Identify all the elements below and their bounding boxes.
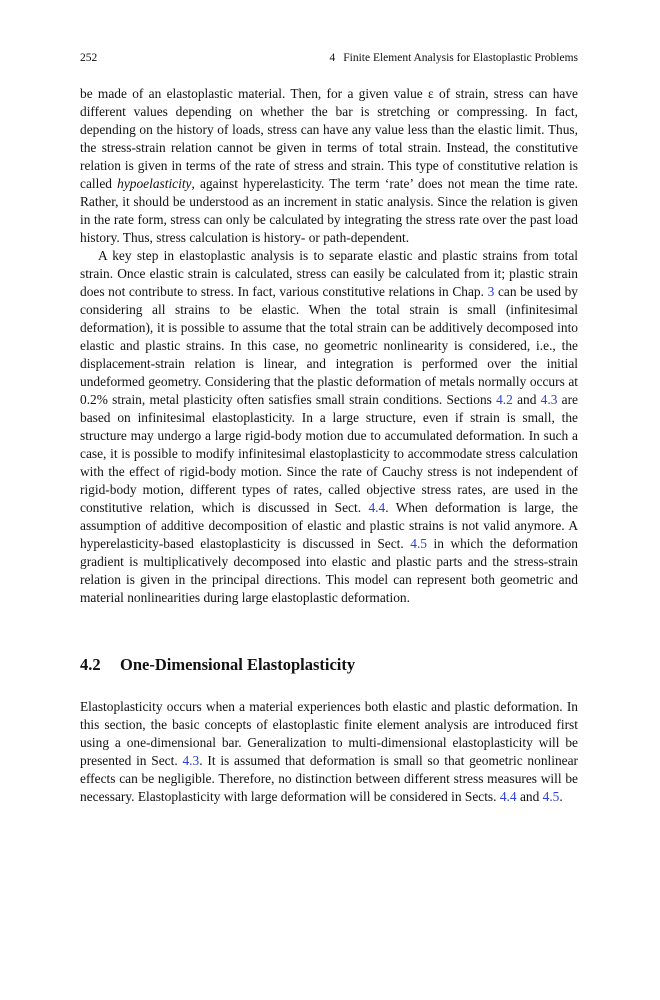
emphasis-hypoelasticity: hypoelasticity — [117, 176, 192, 191]
text-run: Elastoplasticity occurs when a material experiences both elastic and plastic deformation. In this section, the basic concepts of elastoplastic finite element analysis are introduced first using a one-dimensional bar. Generalization to multi-dimensional elastoplasticity will be presented in Sect. — [80, 699, 578, 768]
page-number: 252 — [80, 52, 98, 64]
section-4-5-link[interactable]: 4.5 — [542, 789, 560, 804]
text-run: can be used by considering all strains to be elastic. When the total strain is small (infinitesimal deformation), it is possible to assume that the total strain can be additively decomposed into elastic and plastic strains. In this case, no geometric nonlinearity is considered, i.e., the displacement-strain relation is linear, and integration is performed over the initial undeformed geometry. Considering that the plastic deformation of metals normally occurs at 0.2% strain, metal plasticity often satisfies small strain conditions. Sections — [80, 284, 578, 407]
text-run: and — [512, 392, 541, 407]
text-run: . When deformation is large, the assumption of additive decomposition of elastic and plastic strains is not valid anymore. A hyperelasticity-based elastoplasticity is discussed in Sect. — [80, 500, 578, 551]
chapter-title: Finite Element Analysis for Elastoplastic Problems — [343, 52, 578, 64]
chapter-3-link[interactable]: 3 — [487, 284, 495, 299]
section-heading — [80, 655, 578, 675]
chapter-running-title — [329, 50, 578, 66]
running-header — [80, 50, 578, 66]
text-run: A key step in elastoplastic analysis is to separate elastic and plastic strains from total strain. Once elastic strain is calculated, stress can easily be calculated from it; plastic strain does not contribute to stress. In fact, various constitutive relations in Chap. — [80, 248, 578, 299]
section-title: One-Dimensional Elastoplasticity — [120, 655, 356, 674]
text-run: , against hyperelasticity. The term ‘rate’ does not mean the time rate. Rather, it should be understood as an increment in static analysis. Since the relation is given in the rate form, stress can only be calculated by integrating the stress rate over the past load history. Thus, stress calculation is history- or path-dependent. — [80, 176, 578, 245]
chapter-number: 4 — [329, 52, 336, 64]
paragraph-2 — [80, 247, 578, 607]
book-page — [80, 50, 578, 806]
paragraph-1 — [80, 85, 578, 247]
paragraph-3 — [80, 698, 578, 806]
text-run: in which the deformation gradient is multiplicatively decomposed into elastic and plastic parts and the stress-strain relation is given in the principal directions. This model can represent both geometric and material nonlinearities during large elastoplastic deformation. — [80, 536, 578, 605]
section-4-4-link[interactable]: 4.4 — [499, 789, 517, 804]
section-4-3-link[interactable]: 4.3 — [182, 753, 200, 768]
section-number: 4.2 — [80, 655, 101, 674]
section-4-4-link[interactable]: 4.4 — [368, 500, 386, 515]
text-run: be made of an elastoplastic material. Then, for a given value ε of strain, stress can have different values depending on whether the bar is stretching or compressing. In fact, depending on the history of loads, stress can have any value less than the elastic limit. Thus, the stress-strain relation cannot be given in terms of total strain. Instead, the constitutive relation is given in terms of the rate of stress and strain. This type of constitutive relation is called — [80, 86, 578, 191]
text-run: and — [516, 789, 543, 804]
text-run: . It is assumed that deformation is small so that geometric nonlinear effects can be negligible. Therefore, no distinction between different stress measures will be necessary. Elastoplasticity with large deformation will be considered in Sects. — [80, 753, 578, 804]
section-4-2-link[interactable]: 4.2 — [496, 392, 513, 407]
section-4-5-link[interactable]: 4.5 — [410, 536, 427, 551]
section-4-3-link[interactable]: 4.3 — [540, 392, 558, 407]
text-run: . — [559, 789, 563, 804]
text-run: are based on infinitesimal elastoplasticity. In a large structure, even if strain is small, the structure may undergo a large rigid-body motion due to accumulated deformation. In such a case, it is possible to modify infinitesimal elastoplasticity to accommodate stress calculation with the effect of rigid-body motion. Since the rate of Cauchy stress is not independent of rigid-body motion, different types of rates, called objective stress rates, are used in the constitutive relation, which is discussed in Sect. — [80, 392, 579, 515]
